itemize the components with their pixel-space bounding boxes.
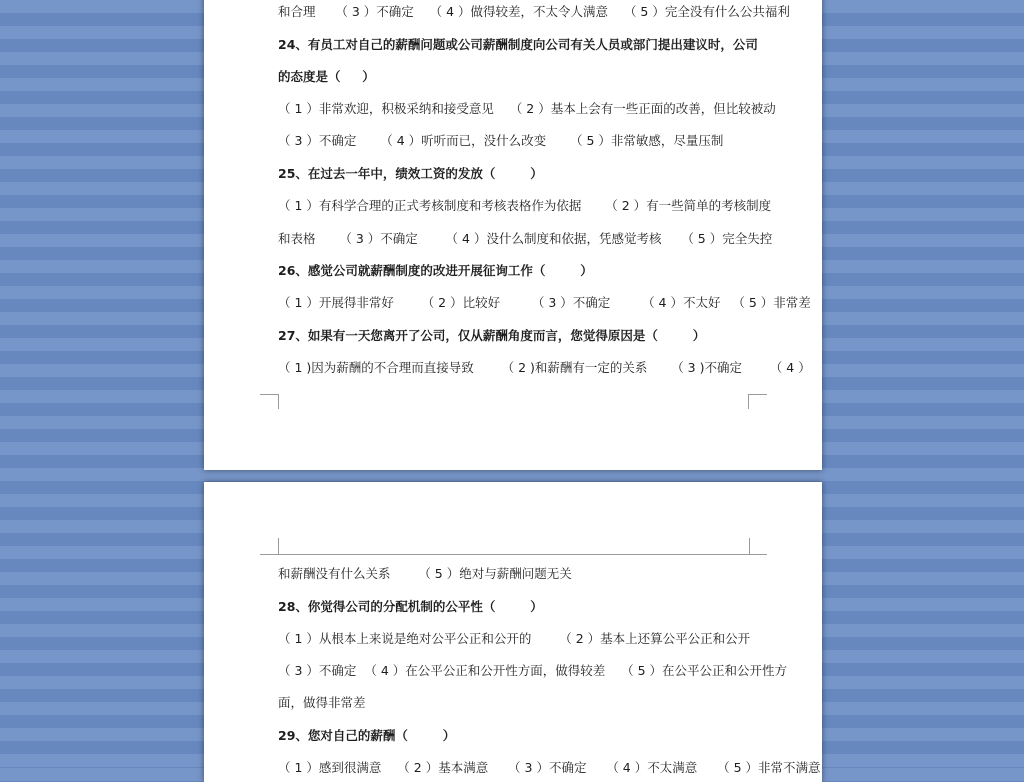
option-line: 和薪酬没有什么关系 （ 5 ）绝对与薪酬问题无关 xyxy=(278,566,572,581)
option-line: （ 1 ）从根本上来说是绝对公平公正和公开的 （ 2 ）基本上还算公平公正和公开 xyxy=(278,631,751,646)
option-line: 面，做得非常差 xyxy=(278,695,366,710)
margin-marker xyxy=(749,554,767,555)
question-27: 27、如果有一天您离开了公司，仅从薪酬角度而言，您觉得原因是（ ） xyxy=(278,328,706,343)
option-line: （ 1 ）开展得非常好 （ 2 ）比较好 （ 3 ）不确定 （ 4 ）不太好 （ 5 ）非常差 xyxy=(278,295,811,310)
option-line: （ 1 ）非常欢迎，积极采纳和接受意见 （ 2 ）基本上会有一些正面的改善，但比较被动 xyxy=(278,101,776,116)
option-line: 和合理 （ 3 ）不确定 （ 4 ）做得较差，不太令人满意 （ 5 ）完全没有什么公共福利 xyxy=(278,4,790,19)
option-line: （ 1 )因为薪酬的不合理而直接导致 （ 2 )和薪酬有一定的关系 （ 3 )不确定 （ 4 ） xyxy=(278,360,811,375)
question-28: 28、你觉得公司的分配机制的公平性（ ） xyxy=(278,599,543,614)
question-24-cont: 的态度是（ ） xyxy=(278,69,375,84)
header-margin-marker xyxy=(278,538,750,555)
option-line: （ 3 ）不确定 （ 4 ）在公平公正和公开性方面，做得较差 （ 5 ）在公平公正和公开性方 xyxy=(278,663,788,678)
question-29: 29、您对自己的薪酬（ ） xyxy=(278,728,456,743)
question-24: 24、有员工对自己的薪酬问题或公司薪酬制度向公司有关人员或部门提出建议时，公司 xyxy=(278,37,758,52)
document-page-1 xyxy=(204,0,822,470)
option-line: 和表格 （ 3 ）不确定 （ 4 ）没什么制度和依据，凭感觉考核 （ 5 ）完全失控 xyxy=(278,231,773,246)
option-line: （ 1 ）感到很满意 （ 2 ）基本满意 （ 3 ）不确定 （ 4 ）不太满意 （ 5 ）非常不满意 xyxy=(278,760,821,775)
question-26: 26、感觉公司就薪酬制度的改进开展征询工作（ ） xyxy=(278,263,593,278)
margin-marker xyxy=(748,394,767,409)
margin-marker xyxy=(260,394,279,409)
margin-marker xyxy=(260,554,278,555)
question-25: 25、在过去一年中，绩效工资的发放（ ） xyxy=(278,166,543,181)
option-line: （ 1 ）有科学合理的正式考核制度和考核表格作为依据 （ 2 ）有一些简单的考核制度 xyxy=(278,198,772,213)
document-page-2 xyxy=(204,482,822,782)
option-line: （ 3 ）不确定 （ 4 ）听听而已，没什么改变 （ 5 ）非常敏感，尽量压制 xyxy=(278,133,724,148)
